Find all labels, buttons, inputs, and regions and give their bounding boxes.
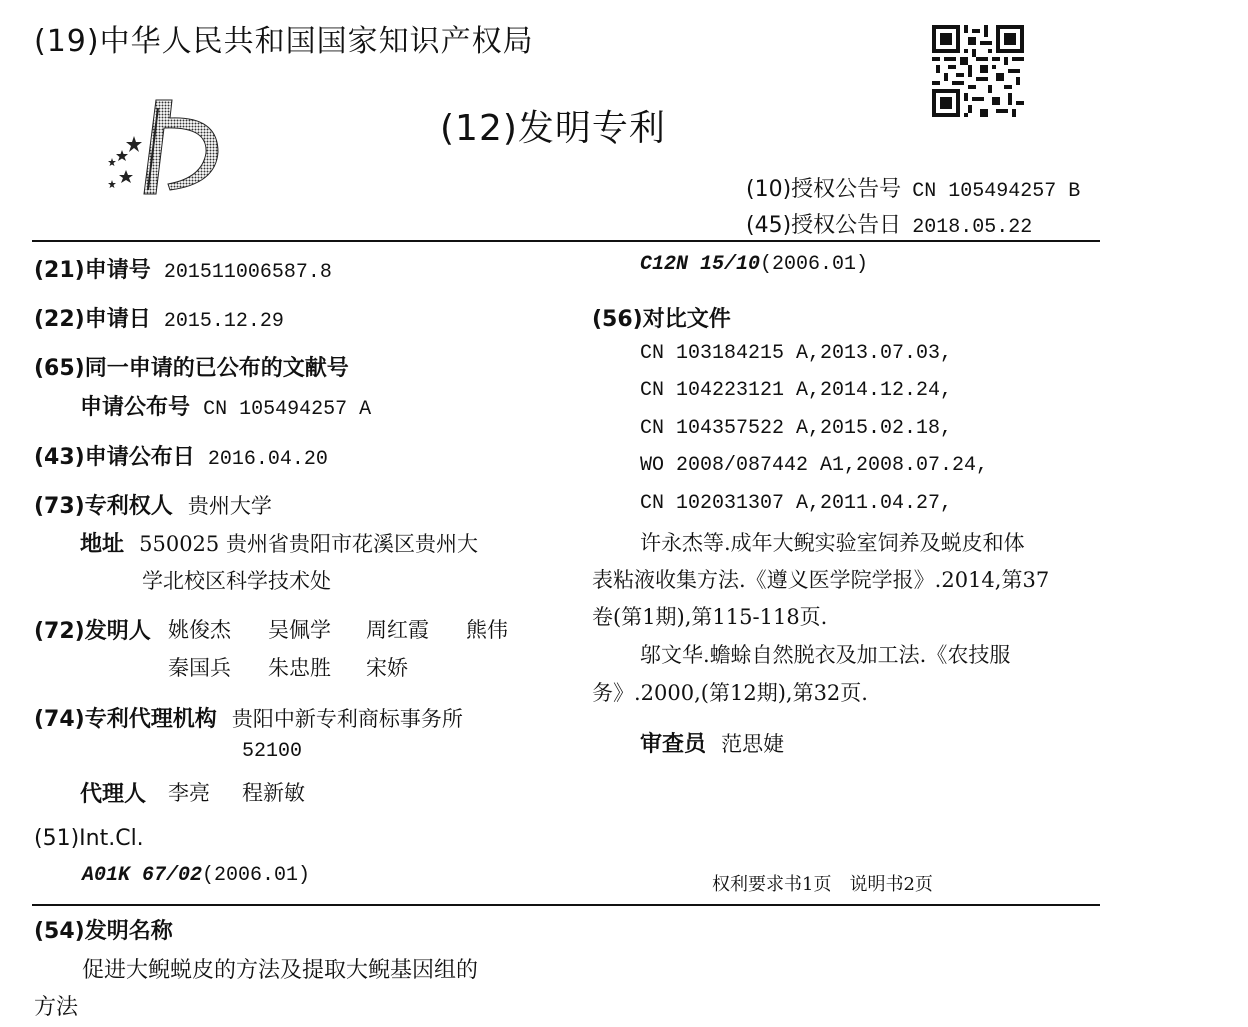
reference-item: CN 104357522 A,2015.02.18, [640,417,953,440]
agency: 贵阳中新专利商标事务所 [231,707,463,731]
agency-code: 52100 [242,740,303,763]
agent-name: 李亮 [168,781,210,805]
address-label: 地址 [80,532,125,557]
reference-literature-1-line-2: 表粘液收集方法.《遵义医学院学报》.2014,第37 [592,568,1050,592]
agent-row [80,777,146,808]
application-number-row [34,253,332,284]
prior-publication-label: (65)同一申请的已公布的文献号 [34,356,349,381]
application-date-label: (22)申请日 [34,307,151,332]
application-date: 2015.12.29 [163,310,284,333]
reference-item: CN 104223121 A,2014.12.24, [640,379,953,402]
address-row [80,527,478,558]
invention-title-label: (54)发明名称 [34,919,173,944]
title-divider [32,904,1100,906]
inventors-label: (72)发明人 [34,619,151,644]
reference-item: CN 103184215 A,2013.07.03, [640,342,953,365]
int-cl-2-version: (2006.01) [760,253,869,276]
application-publication-date: 2016.04.20 [207,448,328,471]
application-date-row [34,302,284,333]
cnipa-logo [98,98,228,198]
reference-literature-2-line-1: 邬文华.蟾蜍自然脱衣及加工法.《农技服 [640,643,1011,667]
inventor-name: 朱忠胜 [268,656,331,680]
examiner: 范思婕 [721,732,785,756]
address-line-2: 学北校区科学技术处 [142,569,331,593]
int-cl-1-row [82,864,310,887]
header-divider [32,240,1100,242]
agent-name: 程新敏 [242,781,305,805]
inventor-name: 姚俊杰 [168,618,231,642]
int-cl-2-code: C12N 15/10 [640,253,761,276]
int-cl-2-row [640,253,868,276]
application-publication-date-label: (43)申请公布日 [34,445,195,470]
application-publication-number-row [80,390,371,421]
application-publication-date-row [34,440,328,471]
agency-label: (74)专利代理机构 [34,707,217,732]
office-name: (19)中华人民共和国国家知识产权局 [34,24,534,59]
inventor-name: 周红霞 [366,618,429,642]
reference-literature-1-line-1: 许永杰等.成年大鲵实验室饲养及蜕皮和体 [640,531,1025,555]
references-label: (56)对比文件 [592,307,731,332]
grant-pub-date-label: (45)授权公告日 [746,213,902,238]
invention-title-line-1: 促进大鲵蜕皮的方法及提取大鲵基因组的 [82,958,479,983]
qr-code-icon [932,25,1024,117]
inventor-name: 秦国兵 [168,656,231,680]
agent-label: 代理人 [80,782,147,807]
reference-item: CN 102031307 A,2011.04.27, [640,492,953,515]
pages-note: 权利要求书1页 说明书2页 [712,874,933,895]
grant-pub-no: CN 105494257 B [912,180,1081,203]
grant-pub-date-row [746,208,1032,239]
reference-literature-2-line-2: 务》.2000,(第12期),第32页. [592,681,868,705]
agency-row [34,702,463,733]
reference-literature-1-line-3: 卷(第1期),第115-118页. [592,605,828,629]
examiner-row [640,727,784,758]
reference-item: WO 2008/087442 A1,2008.07.24, [640,454,989,477]
patentee-label: (73)专利权人 [34,494,173,519]
inventors-row [34,614,151,645]
application-publication-number-label: 申请公布号 [80,395,191,420]
grant-pub-no-row [746,172,1080,203]
examiner-label: 审查员 [640,732,707,757]
patentee-row [34,489,272,520]
application-publication-number: CN 105494257 A [203,398,372,421]
grant-pub-date: 2018.05.22 [912,216,1033,239]
int-cl-label: (51)Int.Cl. [34,826,144,851]
application-number: 201511006587.8 [163,261,332,284]
patentee: 贵州大学 [187,494,272,518]
int-cl-1-code: A01K 67/02 [82,864,203,887]
grant-pub-no-label: (10)授权公告号 [746,177,902,202]
address-line-1: 550025 贵州省贵阳市花溪区贵州大 [139,532,478,556]
inventor-name: 宋娇 [366,656,408,680]
int-cl-1-version: (2006.01) [202,864,311,887]
inventor-name: 吴佩学 [268,618,331,642]
inventor-name: 熊伟 [466,618,508,642]
patent-type-title: (12)发明专利 [440,108,666,149]
invention-title-line-2: 方法 [34,995,79,1020]
application-number-label: (21)申请号 [34,258,151,283]
